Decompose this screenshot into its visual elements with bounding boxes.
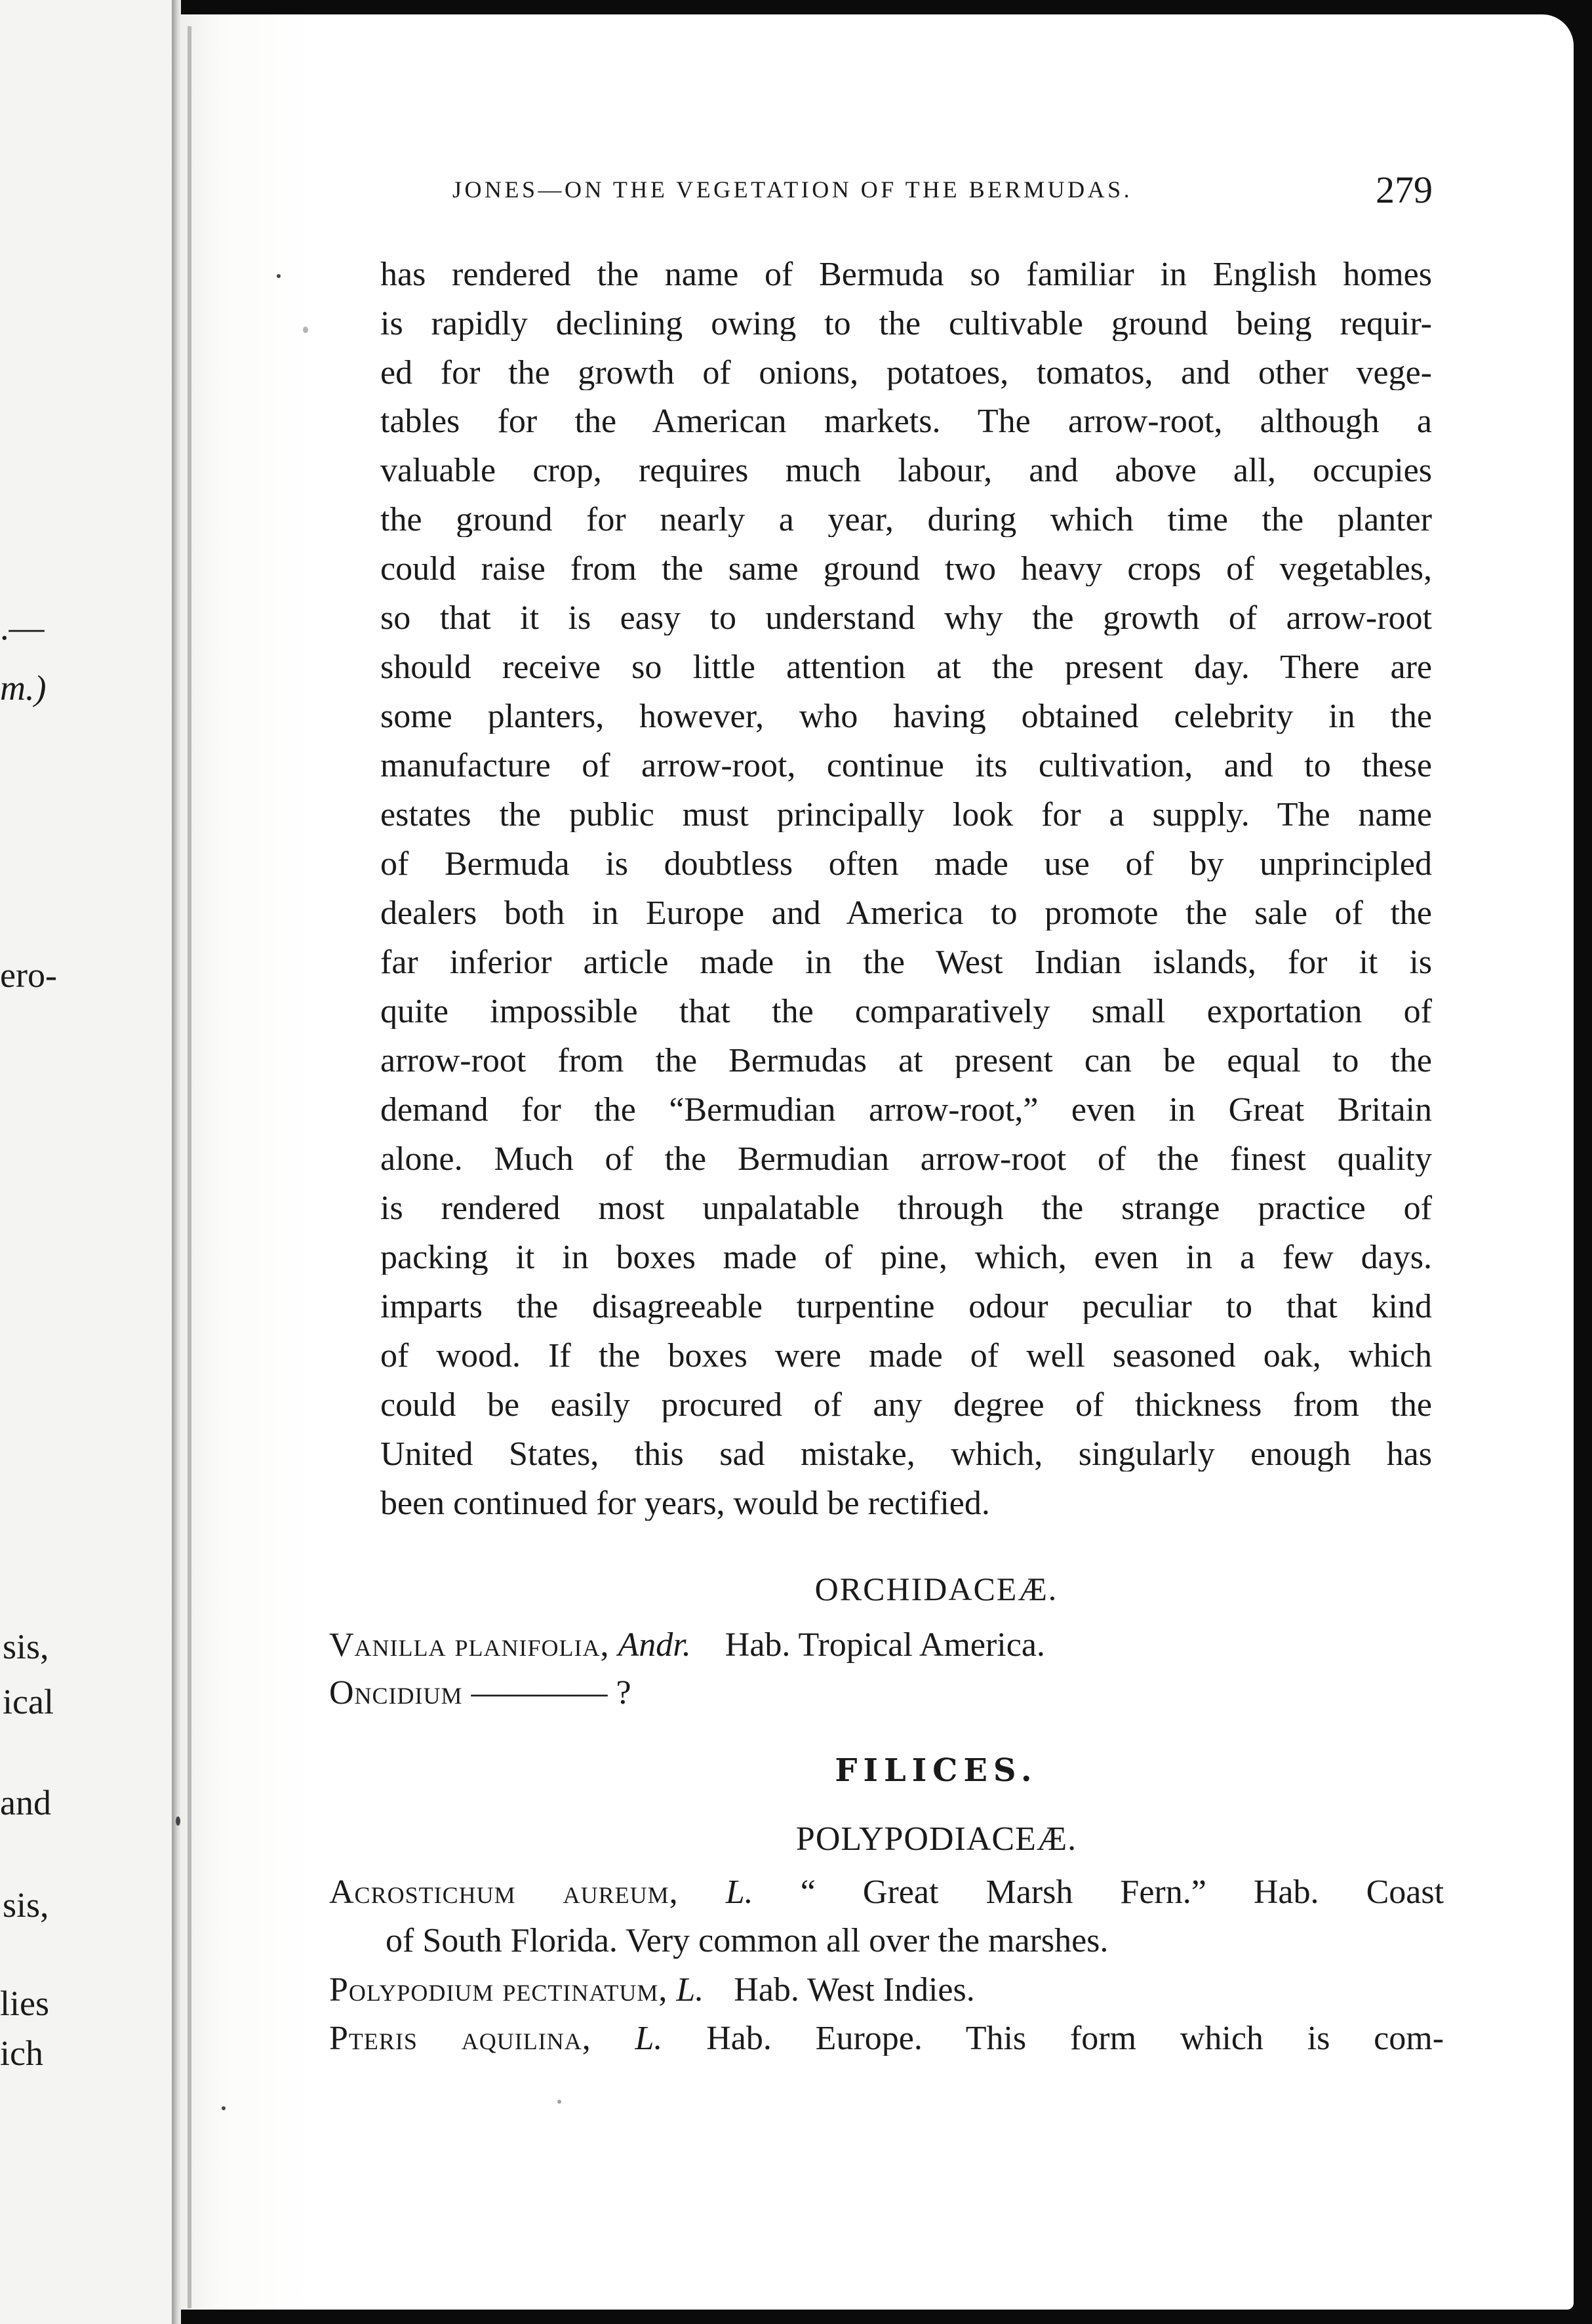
- habitat-text: Hab. Europe. This form which is com-: [706, 2022, 1444, 2056]
- page-gutter: [172, 0, 181, 2324]
- body-line: the ground for nearly a year, during which time the planter: [380, 503, 1432, 537]
- scan-speck: [557, 2100, 561, 2104]
- body-line: manufacture of arrow-root, continue its cultivation, and to these: [380, 749, 1432, 783]
- species-epithet: pectinatum,: [502, 1971, 668, 2009]
- page-number: 279: [1376, 169, 1433, 211]
- body-line: tables for the American markets. The arrow-root, although a: [380, 405, 1432, 439]
- genus-name: Acrostichum: [329, 1875, 516, 1910]
- body-line: has rendered the name of Bermuda so familiar in English homes: [380, 258, 1432, 292]
- facing-page-edge: [0, 0, 178, 2324]
- body-line: far inferior article made in the West Indian islands, for it is: [380, 946, 1432, 980]
- entry-continuation: of South Florida. Very common all over the marshes.: [386, 1922, 1109, 1959]
- body-line: packing it in boxes made of pine, which, even in a few days.: [380, 1241, 1432, 1275]
- author-abbreviation: L.: [635, 2022, 663, 2056]
- species-epithet: aquilina,: [461, 2022, 591, 2056]
- body-line: is rendered most unpalatable through the strange practice of: [380, 1192, 1432, 1226]
- left-page-fragment: and: [0, 1783, 51, 1822]
- scan-speck: [176, 1816, 180, 1826]
- body-line: United States, this sad mistake, which, singularly enough has: [380, 1437, 1432, 1472]
- body-line: quite impossible that the comparatively small exportation of: [380, 995, 1432, 1029]
- class-heading-filices: FILICES.: [835, 1752, 1038, 1789]
- habitat-text: Hab. West Indies.: [734, 1971, 975, 2009]
- species-entry: [329, 1628, 1045, 1662]
- left-page-fragment: ich: [0, 2034, 43, 2073]
- body-line: so that it is easy to understand why the growth of arrow-root: [380, 601, 1432, 635]
- author-abbreviation: Andr.: [618, 1626, 691, 1664]
- body-line: of Bermuda is doubtless often made use of by unprincipled: [380, 847, 1432, 881]
- body-line: estates the public must principally look for a supply. The name: [380, 798, 1432, 832]
- page-fold-shadow: [188, 26, 191, 2308]
- body-line: could be easily procured of any degree of thickness from the: [380, 1388, 1432, 1422]
- species-entry: [329, 1676, 631, 1710]
- body-line: demand for the “Bermudian arrow-root,” even in Great Britain: [380, 1093, 1432, 1127]
- species-epithet: planifolia,: [454, 1626, 610, 1664]
- genus-name: Vanilla: [329, 1626, 447, 1664]
- species-entry: [329, 1973, 975, 2007]
- left-page-fragment: ical: [3, 1682, 54, 1721]
- species-entry: [329, 1875, 1444, 1910]
- scan-speck: [222, 2106, 226, 2110]
- running-header: JONES—ON THE VEGETATION OF THE BERMUDAS.: [452, 176, 1133, 203]
- body-line: alone. Much of the Bermudian arrow-root of the finest quality: [380, 1142, 1432, 1176]
- left-page-fragment: sis,: [3, 1885, 49, 1925]
- left-page-fragment: m.): [0, 668, 47, 708]
- genus-name: Oncidium: [329, 1674, 463, 1712]
- species-epithet: aureum,: [563, 1875, 679, 1910]
- genus-name: Pteris: [329, 2022, 418, 2056]
- habitat-text: Hab. Tropical America.: [725, 1626, 1045, 1664]
- scan-speck: [303, 327, 308, 333]
- entry-text: “ Great Marsh Fern.” Hab. Coast: [800, 1875, 1444, 1910]
- body-line: is rapidly declining owing to the cultivable ground being requir-: [380, 307, 1432, 341]
- entry-text: ———— ?: [471, 1674, 631, 1712]
- left-page-fragment: lies: [0, 1984, 49, 2023]
- body-line: dealers both in Europe and America to promote the sale of the: [380, 896, 1432, 931]
- family-heading-orchidaceae: ORCHIDACEÆ.: [814, 1571, 1058, 1607]
- species-entry: [329, 2022, 1444, 2056]
- body-line: of wood. If the boxes were made of well seasoned oak, which: [380, 1339, 1432, 1373]
- left-page-fragment: sis,: [3, 1627, 49, 1666]
- left-page-fragment: ero-: [0, 955, 57, 995]
- body-line: could raise from the same ground two heavy crops of vegetables,: [380, 552, 1432, 586]
- author-abbreviation: L.: [725, 1875, 753, 1910]
- scan-speck: [277, 274, 281, 278]
- left-page-fragment: .—: [0, 608, 45, 647]
- genus-name: Polypodium: [329, 1971, 494, 2009]
- body-line: some planters, however, who having obtained celebrity in the: [380, 700, 1432, 734]
- family-heading-polypodiaceae: POLYPODIACEÆ.: [795, 1820, 1077, 1858]
- body-line: arrow-root from the Bermudas at present can be equal to the: [380, 1044, 1432, 1078]
- body-line: valuable crop, requires much labour, and above all, occupies: [380, 454, 1432, 488]
- body-line: should receive so little attention at the present day. There are: [380, 651, 1432, 685]
- body-line: been continued for years, would be rectified.: [380, 1487, 990, 1521]
- author-abbreviation: L.: [676, 1971, 704, 2009]
- body-line: imparts the disagreeable turpentine odour peculiar to that kind: [380, 1290, 1432, 1324]
- body-line: ed for the growth of onions, potatoes, tomatos, and other vege-: [380, 356, 1432, 390]
